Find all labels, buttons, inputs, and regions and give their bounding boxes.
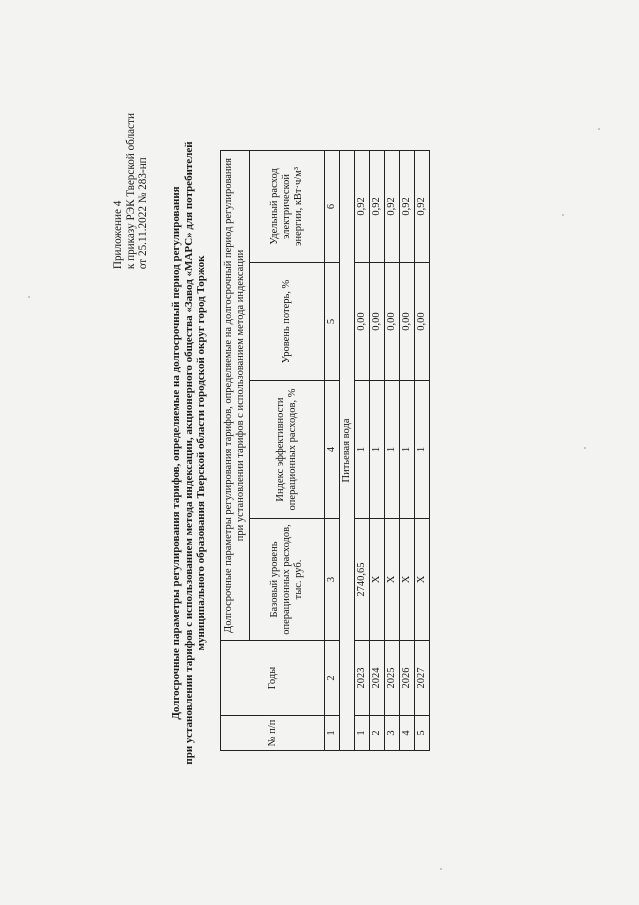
title-line-3: муниципального образования Тверской области городской округ город Торжок: [194, 255, 207, 650]
column-number: 5: [324, 262, 339, 380]
header-energy-consumption: Удельный расход электрической энергии, кВт·ч/м³: [249, 150, 324, 262]
row-loss-level: 0,00: [414, 262, 429, 380]
column-number: 2: [324, 640, 339, 715]
table-row: [384, 150, 399, 750]
appendix-number: Приложение 4: [111, 200, 124, 269]
rotated-content: [100, 73, 540, 833]
row-year: 2025: [384, 640, 399, 715]
row-energy-consumption: 0,92: [399, 150, 414, 262]
row-energy-consumption: 0,92: [369, 150, 384, 262]
row-base-opex: Х: [384, 518, 399, 640]
row-year: 2027: [414, 640, 429, 715]
row-efficiency-index: 1: [369, 380, 384, 518]
title-line-2: при установлении тарифов с использованием метода индексации, акционерного общества «Завод «МАРС» для потребителей: [182, 140, 194, 765]
scan-speck: [440, 868, 442, 870]
scan-speck: [598, 128, 600, 130]
row-number: 4: [399, 715, 414, 750]
row-efficiency-index: 1: [354, 380, 369, 518]
row-efficiency-index: 1: [399, 380, 414, 518]
row-base-opex: Х: [399, 518, 414, 640]
column-number-row: [324, 150, 339, 750]
section-title: Питьевая вода: [339, 150, 354, 750]
header-base-opex: Базовый уровень операционных расходов, тыс. руб.: [249, 518, 324, 640]
appendix-header: [112, 113, 150, 269]
document-title: [170, 113, 208, 793]
row-number: 5: [414, 715, 429, 750]
column-number: 1: [324, 715, 339, 750]
table-row: [354, 150, 369, 750]
column-number: 6: [324, 150, 339, 262]
scan-speck: [584, 447, 586, 449]
parameters-table: [220, 149, 430, 750]
table-row: [369, 150, 384, 750]
row-energy-consumption: 0,92: [354, 150, 369, 262]
row-efficiency-index: 1: [384, 380, 399, 518]
row-year: 2023: [354, 640, 369, 715]
table-row: [414, 150, 429, 750]
row-number: 1: [354, 715, 369, 750]
row-loss-level: 0,00: [354, 262, 369, 380]
title-line-1: Долгосрочные параметры регулирования тарифов, определяемые на долгосрочный период регулирования: [169, 185, 182, 720]
row-number: 3: [384, 715, 399, 750]
table-row: [399, 150, 414, 750]
row-loss-level: 0,00: [399, 262, 414, 380]
header-group: Долгосрочные параметры регулирования тарифов, определяемые на долгосрочный период регулирования при установлении тарифов с использованием метода индексации: [220, 150, 249, 640]
column-number: 4: [324, 380, 339, 518]
row-base-opex: Х: [414, 518, 429, 640]
header-efficiency-index: Индекс эффективности операционных расходов, %: [249, 380, 324, 518]
row-energy-consumption: 0,92: [384, 150, 399, 262]
row-year: 2026: [399, 640, 414, 715]
header-years: Годы: [220, 640, 324, 715]
header-num: № п/п: [220, 715, 324, 750]
table-header-row: [220, 150, 249, 750]
row-year: 2024: [369, 640, 384, 715]
appendix-order: к приказу РЭК Тверской области: [124, 112, 136, 269]
row-loss-level: 0,00: [369, 262, 384, 380]
row-energy-consumption: 0,92: [414, 150, 429, 262]
scan-speck: [28, 296, 30, 298]
row-loss-level: 0,00: [384, 262, 399, 380]
header-loss-level: Уровень потерь, %: [249, 262, 324, 380]
row-base-opex: Х: [369, 518, 384, 640]
appendix-date: от 25.11.2022 № 283-нп: [136, 156, 149, 269]
row-base-opex: 2740,65: [354, 518, 369, 640]
row-efficiency-index: 1: [414, 380, 429, 518]
section-row: [339, 150, 354, 750]
scan-speck: [562, 214, 564, 216]
column-number: 3: [324, 518, 339, 640]
row-number: 2: [369, 715, 384, 750]
